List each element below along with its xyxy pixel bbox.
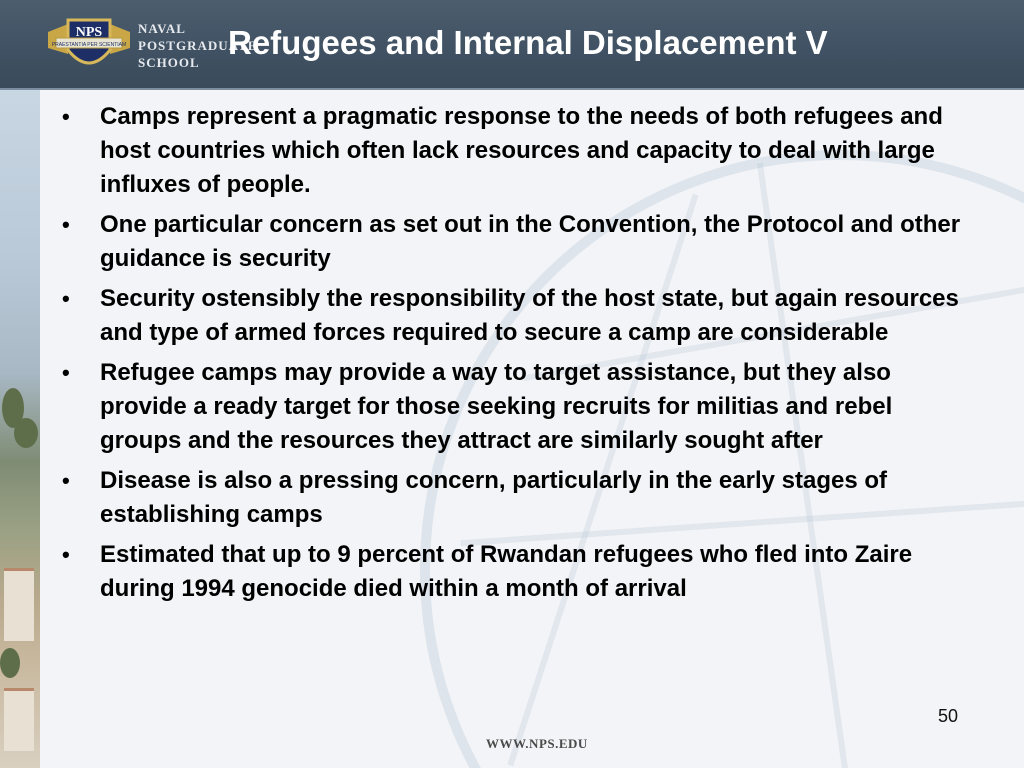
bullet-item bbox=[58, 356, 978, 458]
bullet-list bbox=[58, 100, 978, 606]
bullet-text: Camps represent a pragmatic response to the needs of both refugees and host countries which often lack resources and capacity to deal with large influxes of people. bbox=[100, 103, 943, 198]
bullet-marker: • bbox=[62, 104, 70, 129]
bullet-text: Security ostensibly the responsibility of the host state, but again resources and type of armed forces required to secure a camp are considerable bbox=[100, 285, 959, 346]
school-name-line: NAVAL bbox=[138, 21, 186, 36]
bullet-item bbox=[58, 282, 978, 350]
bullet-text: Estimated that up to 9 percent of Rwandan refugees who fled into Zaire during 1994 genocide died within a month of arrival bbox=[100, 541, 913, 602]
bullet-marker: • bbox=[62, 286, 70, 311]
school-name-line: SCHOOL bbox=[138, 55, 200, 70]
bullet-text: Refugee camps may provide a way to target assistance, but they also provide a ready target for those seeking recruits for militias and rebel groups and the resources they attract are similarly sought after bbox=[100, 359, 893, 454]
bullet-item bbox=[58, 464, 978, 532]
svg-text:NPS: NPS bbox=[75, 25, 103, 40]
bullet-marker: • bbox=[62, 212, 70, 237]
bullet-marker: • bbox=[62, 468, 70, 493]
page-number: 50 bbox=[938, 706, 959, 726]
svg-text:PRAESTANTIA PER SCIENTIAM: PRAESTANTIA PER SCIENTIAM bbox=[51, 42, 127, 48]
bullet-text: Disease is also a pressing concern, particularly in the early stages of establishing camps bbox=[100, 467, 887, 528]
header-band bbox=[0, 0, 1024, 90]
bullet-item bbox=[58, 100, 978, 202]
bullet-item bbox=[58, 208, 978, 276]
campus-photo-strip bbox=[0, 88, 40, 768]
bullet-item bbox=[58, 538, 978, 606]
nps-crest-logo bbox=[46, 14, 132, 76]
bullet-marker: • bbox=[62, 360, 70, 385]
school-name-line: POSTGRADUATE bbox=[138, 38, 258, 53]
slide-title: Refugees and Internal Displacement V bbox=[228, 24, 828, 61]
bullet-text: One particular concern as set out in the Convention, the Protocol and other guidance is security bbox=[100, 211, 961, 272]
slide-content bbox=[58, 100, 978, 612]
bullet-marker: • bbox=[62, 542, 70, 567]
footer-url[interactable]: WWW.NPS.EDU bbox=[486, 736, 588, 751]
